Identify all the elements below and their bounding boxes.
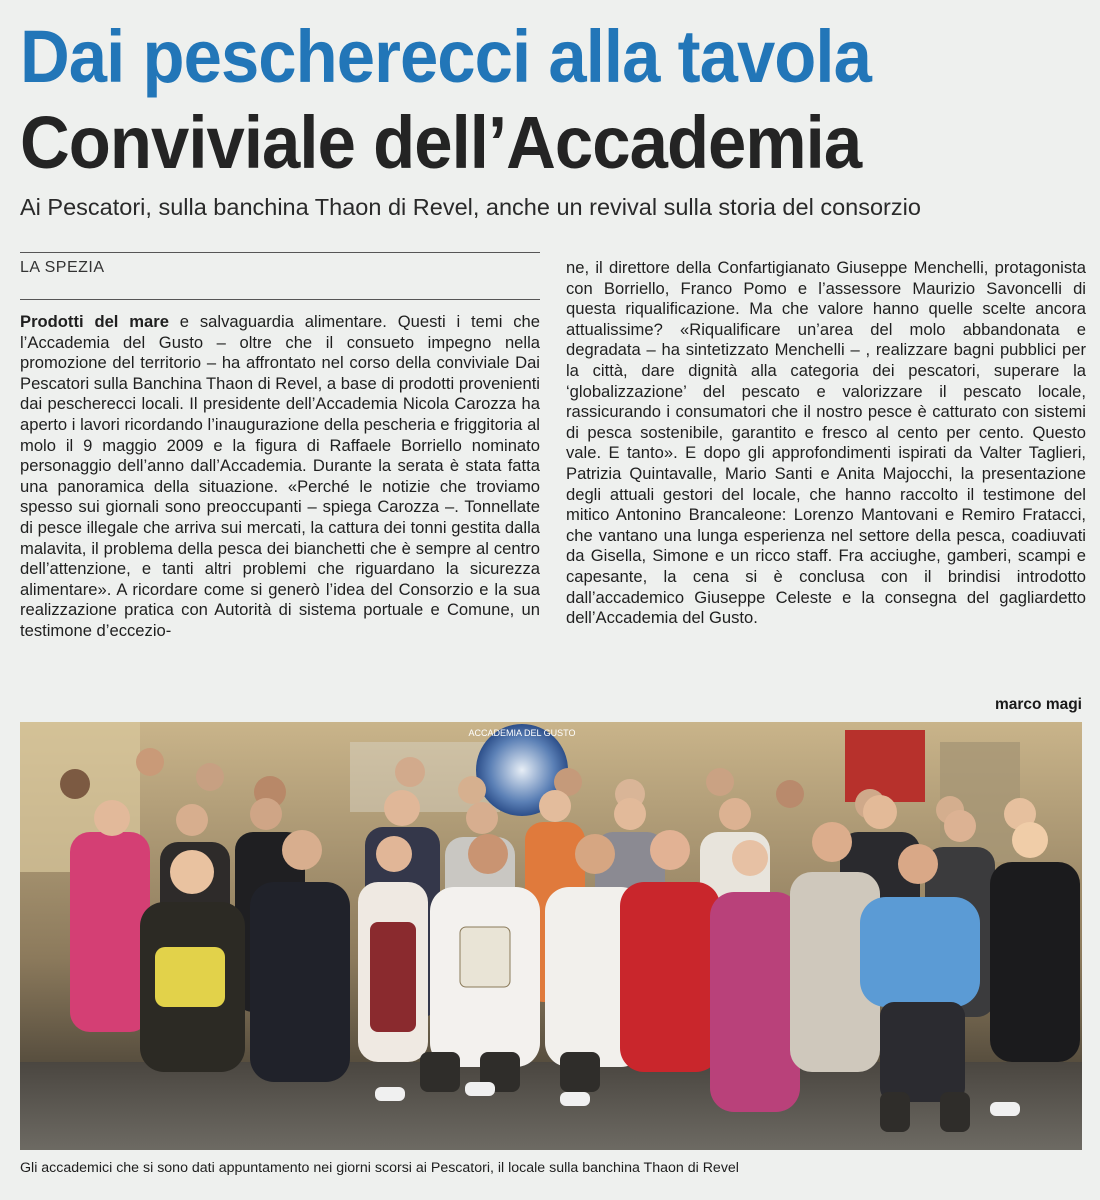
section-rule-bottom	[20, 299, 540, 300]
subheadline: Ai Pescatori, sulla banchina Thaon di Revel, anche un revival sulla storia del consorzio	[20, 194, 921, 220]
lead-in: Prodotti del mare	[20, 312, 169, 331]
headline-secondary: Conviviale dell’Accademia	[20, 101, 862, 184]
red-banner	[845, 730, 925, 802]
column-1-text: e salvaguardia alimentare. Questi i temi che l’Accademia del Gusto – oltre che il consueto impegno nella promozione del territorio – ha affrontato nel corso della conviviale Dai Pescatori sulla Banchina Thaon di Revel, a base di prodotti provenienti dai pescherecci locali. Il presidente dell’Accademia Nicola Carozza ha aperto i lavori ricordando l’inaugurazione della pescheria e friggitoria al molo il 9 maggio 2009 e la figura di Raffaele Borriello nominato personaggio dell’anno dall’Accademia. Durante la serata è stata fatta una panoramica della situazione. «Perché le notizie che troviamo spesso sui giornali sono preoccupanti – spiega Carozza –. Tonnellate di pesce illegale che arriva sui mercati, la cattura dei tonni gestita dalla malavita, il problema della pesca dei bianchetti che è sempre al centro dell’attenzione, e tanti altri problemi che riguardano la sicurezza alimentare». A ricordare come si generò l’idea del Consorzio e la sua realizzazione pratica con Autorità di sistema portuale e Comune, un testimone d’eccezio-	[20, 312, 540, 640]
author-byline: marco magi	[994, 696, 1082, 713]
section-label: LA SPEZIA	[20, 259, 105, 276]
emblem-text: ACCADEMIA DEL GUSTO	[468, 728, 576, 738]
article-column-2	[566, 258, 1086, 629]
column-2-text: ne, il direttore della Confartigianato Giuseppe Menchelli, protagonista con Borriello, Franco Pomo e l’assessore Maurizio Savoncelli di questa riqualificazione. Ma che valore hanno quelle scelte ancora attualissime? «Riqualificare un’area del molo abbandonata e degradata – ha sintetizzato Menchelli – , realizzare bagni pubblici per la città, dare dignità alla categoria dei pescatori, superare la ‘globalizzazione’ del pescato e valorizzare il pescato locale, rassicurando i consumatori che il nostro pesce è catturato con sistemi di pesca sostenibile, garantito e fresco al cento per cento. Questo vale. E tanto». E dopo gli approfondimenti ispirati da Valter Taglieri, Patrizia Quintavalle, Mario Santi e Anita Majocchi, la presentazione degli attuali gestori del locale, che hanno raccolto il testimone del mitico Antonino Brancaleone: Lorenzo Mantovani e Remiro Fratacci, che vantano una lunga esperienza nel settore della pesca, coadiuvati da Gisella, Simone e un ricco staff. Fra acciughe, gamberi, scampi e capesante, la cena si è conclusa con il brindisi introdotto dall’accademico Giuseppe Celeste e la consegna del gagliardetto dell’Accademia del Gusto.	[566, 258, 1086, 628]
group-photo-illustration	[20, 722, 1082, 1150]
headline-primary: Dai pescherecci alla tavola	[20, 15, 871, 98]
section-rule-top	[20, 252, 540, 253]
photo-caption: Gli accademici che si sono dati appuntamento nei giorni scorsi ai Pescatori, il locale sulla banchina Thaon di Revel	[20, 1160, 739, 1176]
group-photo	[20, 722, 1082, 1150]
article-column-1	[20, 312, 540, 642]
